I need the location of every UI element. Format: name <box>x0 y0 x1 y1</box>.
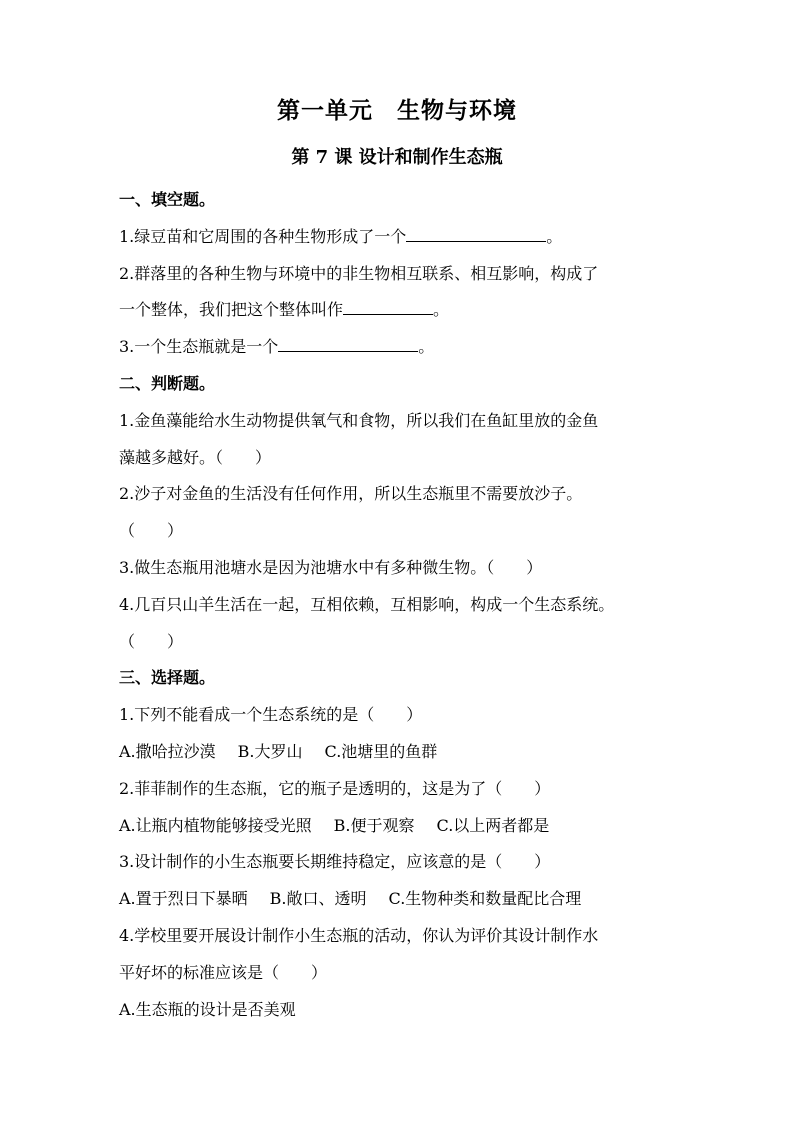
lesson-subtitle: 第 7 课 设计和制作生态瓶 <box>291 147 503 168</box>
choice-question-4-line-2: 平好坏的标准应该是（ ） <box>119 962 328 982</box>
option-b: B.敞口、透明 <box>269 889 367 909</box>
option-a: A.撒哈拉沙漠 <box>119 741 216 761</box>
true-false-question-2-line-2: （ ） <box>119 521 184 541</box>
fill-blank-question-2-line-1: 2.群落里的各种生物与环境中的非生物相互联系、相互影响，构成了 <box>119 263 599 283</box>
choice-question-3: 3.设计制作的小生态瓶要长期维持稳定，应该意的是（ ） <box>119 852 551 872</box>
section-heading-multiple-choice: 三、选择题。 <box>119 668 216 688</box>
section-heading-true-false: 二、判断题。 <box>119 373 216 393</box>
fill-blank-question-1: 1.绿豆苗和它周围的各种生物形成了一个 。 <box>119 226 563 246</box>
choice-question-4-option-a: A.生态瓶的设计是否美观 <box>119 999 296 1019</box>
page-title: 第一单元 生物与环境 <box>277 97 517 124</box>
option-a: A.置于烈日下暴晒 <box>119 889 248 909</box>
option-a: A.让瓶内植物能够接受光照 <box>119 815 312 835</box>
choice-question-1-options <box>119 734 679 771</box>
option-c: C.生物种类和数量配比合理 <box>388 889 582 909</box>
option-b: B.大罗山 <box>237 741 303 761</box>
true-false-question-1-line-2: 藻越多越好。（ ） <box>119 447 272 467</box>
option-c: C.池塘里的鱼群 <box>324 741 438 761</box>
option-b: B.便于观察 <box>333 815 415 835</box>
true-false-question-2-line-1: 2.沙子对金鱼的生活没有任何作用，所以生态瓶里不需要放沙子。 <box>119 484 583 504</box>
true-false-question-4-line-1: 4.几百只山羊生活在一起，互相依赖，互相影响，构成一个生态系统。 <box>119 594 615 614</box>
fill-blank-question-3: 3.一个生态瓶就是一个 。 <box>119 337 435 357</box>
fill-blank-question-2-line-2: 一个整体，我们把这个整体叫作 。 <box>119 300 450 320</box>
option-c: C.以上两者都是 <box>436 815 550 835</box>
choice-question-3-options <box>119 881 679 918</box>
answer-blank[interactable] <box>278 335 418 352</box>
choice-question-2: 2.菲菲制作的生态瓶，它的瓶子是透明的，这是为了（ ） <box>119 778 551 798</box>
true-false-question-4-line-2: （ ） <box>119 631 184 651</box>
choice-question-4-line-1: 4.学校里要开展设计制作小生态瓶的活动，你认为评价其设计制作水 <box>119 925 599 945</box>
choice-question-1: 1.下列不能看成一个生态系统的是（ ） <box>119 705 423 725</box>
answer-blank[interactable] <box>406 225 546 242</box>
true-false-question-3: 3.做生态瓶用池塘水是因为池塘水中有多种微生物。（ ） <box>119 557 543 577</box>
worksheet-content <box>119 182 679 1028</box>
section-heading-fill-blank: 一、填空题。 <box>119 190 216 209</box>
choice-question-2-options <box>119 808 679 845</box>
answer-blank[interactable] <box>343 298 433 315</box>
true-false-question-1-line-1: 1.金鱼藻能给水生动物提供氧气和食物，所以我们在鱼缸里放的金鱼 <box>119 410 599 430</box>
